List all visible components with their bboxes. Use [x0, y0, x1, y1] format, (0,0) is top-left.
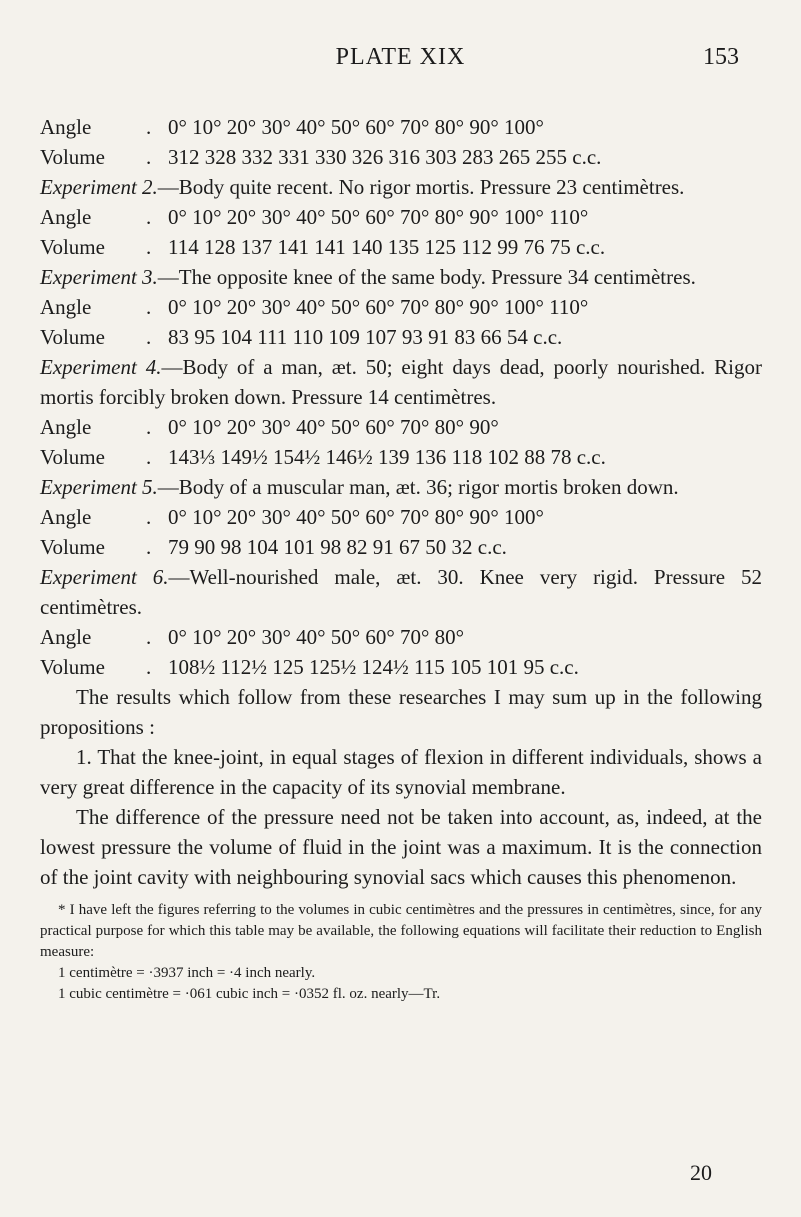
- angle-values: 0° 10° 20° 30° 40° 50° 60° 70° 80° 90° 100° 110°: [168, 205, 589, 229]
- angle-label: Angle: [40, 115, 92, 139]
- angle-row: Angle . 0° 10° 20° 30° 40° 50° 60° 70° 80° 90° 100° 110°: [40, 202, 762, 232]
- angle-values: 0° 10° 20° 30° 40° 50° 60° 70° 80° 90° 100° 110°: [168, 295, 589, 319]
- volume-row: Volume . 312 328 332 331 330 326 316 303 283 265 255 c.c.: [40, 142, 762, 172]
- footnote-equation-1: 1 centimètre = ·3937 inch = ·4 inch nearly.: [58, 965, 316, 981]
- experiment-4-text: —Body of a man, æt. 50; eight days dead, poorly nourished. Rigor mortis forcibly broken down. Pressure 14 centimètres.: [40, 355, 762, 409]
- angle-row: Angle . 0° 10° 20° 30° 40° 50° 60° 70° 80° 90° 100°: [40, 112, 762, 142]
- angle-values: 0° 10° 20° 30° 40° 50° 60° 70° 80° 90°: [168, 415, 499, 439]
- volume-values: 143⅓ 149½ 154½ 146½ 139 136 118 102 88 78 c.c.: [168, 445, 606, 469]
- page-body: [40, 112, 762, 1005]
- angle-row: Angle . 0° 10° 20° 30° 40° 50° 60° 70° 80° 90° 100°: [40, 502, 762, 532]
- volume-values: 79 90 98 104 101 98 82 91 67 50 32 c.c.: [168, 535, 507, 559]
- experiment-3-text: —The opposite knee of the same body. Pressure 34 centimètres.: [157, 265, 696, 289]
- volume-values: 312 328 332 331 330 326 316 303 283 265 255 c.c.: [168, 145, 602, 169]
- volume-row: Volume . 79 90 98 104 101 98 82 91 67 50 32 c.c.: [40, 532, 762, 562]
- experiment-2-title: Experiment 2.: [40, 175, 158, 199]
- proposition-note: The difference of the pressure need not be taken into account, as, indeed, at the lowest pressure the volume of fluid in the joint was a maximum. It is the connection of the joint cavity with neighbouring synovial sacs which causes this phenomenon.: [40, 805, 762, 889]
- volume-row: Volume . 143⅓ 149½ 154½ 146½ 139 136 118 102 88 78 c.c.: [40, 442, 762, 472]
- angle-row: Angle . 0° 10° 20° 30° 40° 50° 60° 70° 80°: [40, 622, 762, 652]
- volume-row: Volume . 108½ 112½ 125 125½ 124½ 115 105 101 95 c.c.: [40, 652, 762, 682]
- footnote-text: * I have left the figures referring to the volumes in cubic centimètres and the pressures in centimètres, since, for any practical purpose for which this table may be available, the following equations will facilitate their reduction to English measure:: [40, 902, 762, 960]
- experiment-5-description: [40, 472, 762, 502]
- experiment-3-title: Experiment 3.: [40, 265, 158, 289]
- experiment-6-description: [40, 562, 762, 622]
- signature-mark: 20: [690, 1160, 712, 1185]
- volume-label: Volume: [40, 145, 105, 169]
- angle-values: 0° 10° 20° 30° 40° 50° 60° 70° 80° 90° 100°: [168, 115, 544, 139]
- volume-values: 114 128 137 141 141 140 135 125 112 99 76 75 c.c.: [168, 235, 606, 259]
- experiment-2-description: [40, 172, 762, 202]
- volume-label: Volume: [40, 535, 105, 559]
- angle-row: Angle . 0° 10° 20° 30° 40° 50° 60° 70° 80° 90° 100° 110°: [40, 292, 762, 322]
- volume-row: Volume . 114 128 137 141 141 140 135 125 112 99 76 75 c.c.: [40, 232, 762, 262]
- angle-label: Angle: [40, 205, 92, 229]
- experiment-4-title: Experiment 4.: [40, 355, 162, 379]
- volume-label: Volume: [40, 325, 105, 349]
- volume-label: Volume: [40, 655, 105, 679]
- volume-values: 108½ 112½ 125 125½ 124½ 115 105 101 95 c.c.: [168, 655, 579, 679]
- angle-label: Angle: [40, 415, 92, 439]
- volume-row: Volume . 83 95 104 111 110 109 107 93 91 83 66 54 c.c.: [40, 322, 762, 352]
- proposition-1: 1. That the knee-joint, in equal stages of flexion in different individuals, shows a very great difference in the capacity of its synovial membrane.: [40, 745, 762, 799]
- angle-values: 0° 10° 20° 30° 40° 50° 60° 70° 80°: [168, 625, 465, 649]
- volume-label: Volume: [40, 445, 105, 469]
- experiment-6-text: —Well-nourished male, æt. 30. Knee very rigid. Pressure 52 centimètres.: [40, 565, 763, 619]
- experiment-4-description: [40, 352, 762, 412]
- plate-title: PLATE XIX: [335, 44, 466, 70]
- page-number: 153: [703, 44, 739, 70]
- footnote-equation-2: 1 cubic centimètre = ·061 cubic inch = ·0352 fl. oz. nearly—Tr.: [58, 986, 441, 1002]
- intro-paragraph: The results which follow from these researches I may sum up in the following propositions :: [40, 685, 762, 739]
- angle-label: Angle: [40, 625, 92, 649]
- angle-values: 0° 10° 20° 30° 40° 50° 60° 70° 80° 90° 100°: [168, 505, 544, 529]
- footnote: [40, 900, 762, 1005]
- page-header: [0, 44, 801, 80]
- experiment-2-text: —Body quite recent. No rigor mortis. Pressure 23 centimètres.: [157, 175, 685, 199]
- angle-label: Angle: [40, 505, 92, 529]
- experiment-3-description: [40, 262, 762, 292]
- experiment-5-title: Experiment 5.: [40, 475, 158, 499]
- angle-row: Angle . 0° 10° 20° 30° 40° 50° 60° 70° 80° 90°: [40, 412, 762, 442]
- angle-label: Angle: [40, 295, 92, 319]
- volume-label: Volume: [40, 235, 105, 259]
- volume-values: 83 95 104 111 110 109 107 93 91 83 66 54 c.c.: [168, 325, 563, 349]
- experiment-5-text: —Body of a muscular man, æt. 36; rigor mortis broken down.: [157, 475, 679, 499]
- experiment-6-title: Experiment 6.: [40, 565, 169, 589]
